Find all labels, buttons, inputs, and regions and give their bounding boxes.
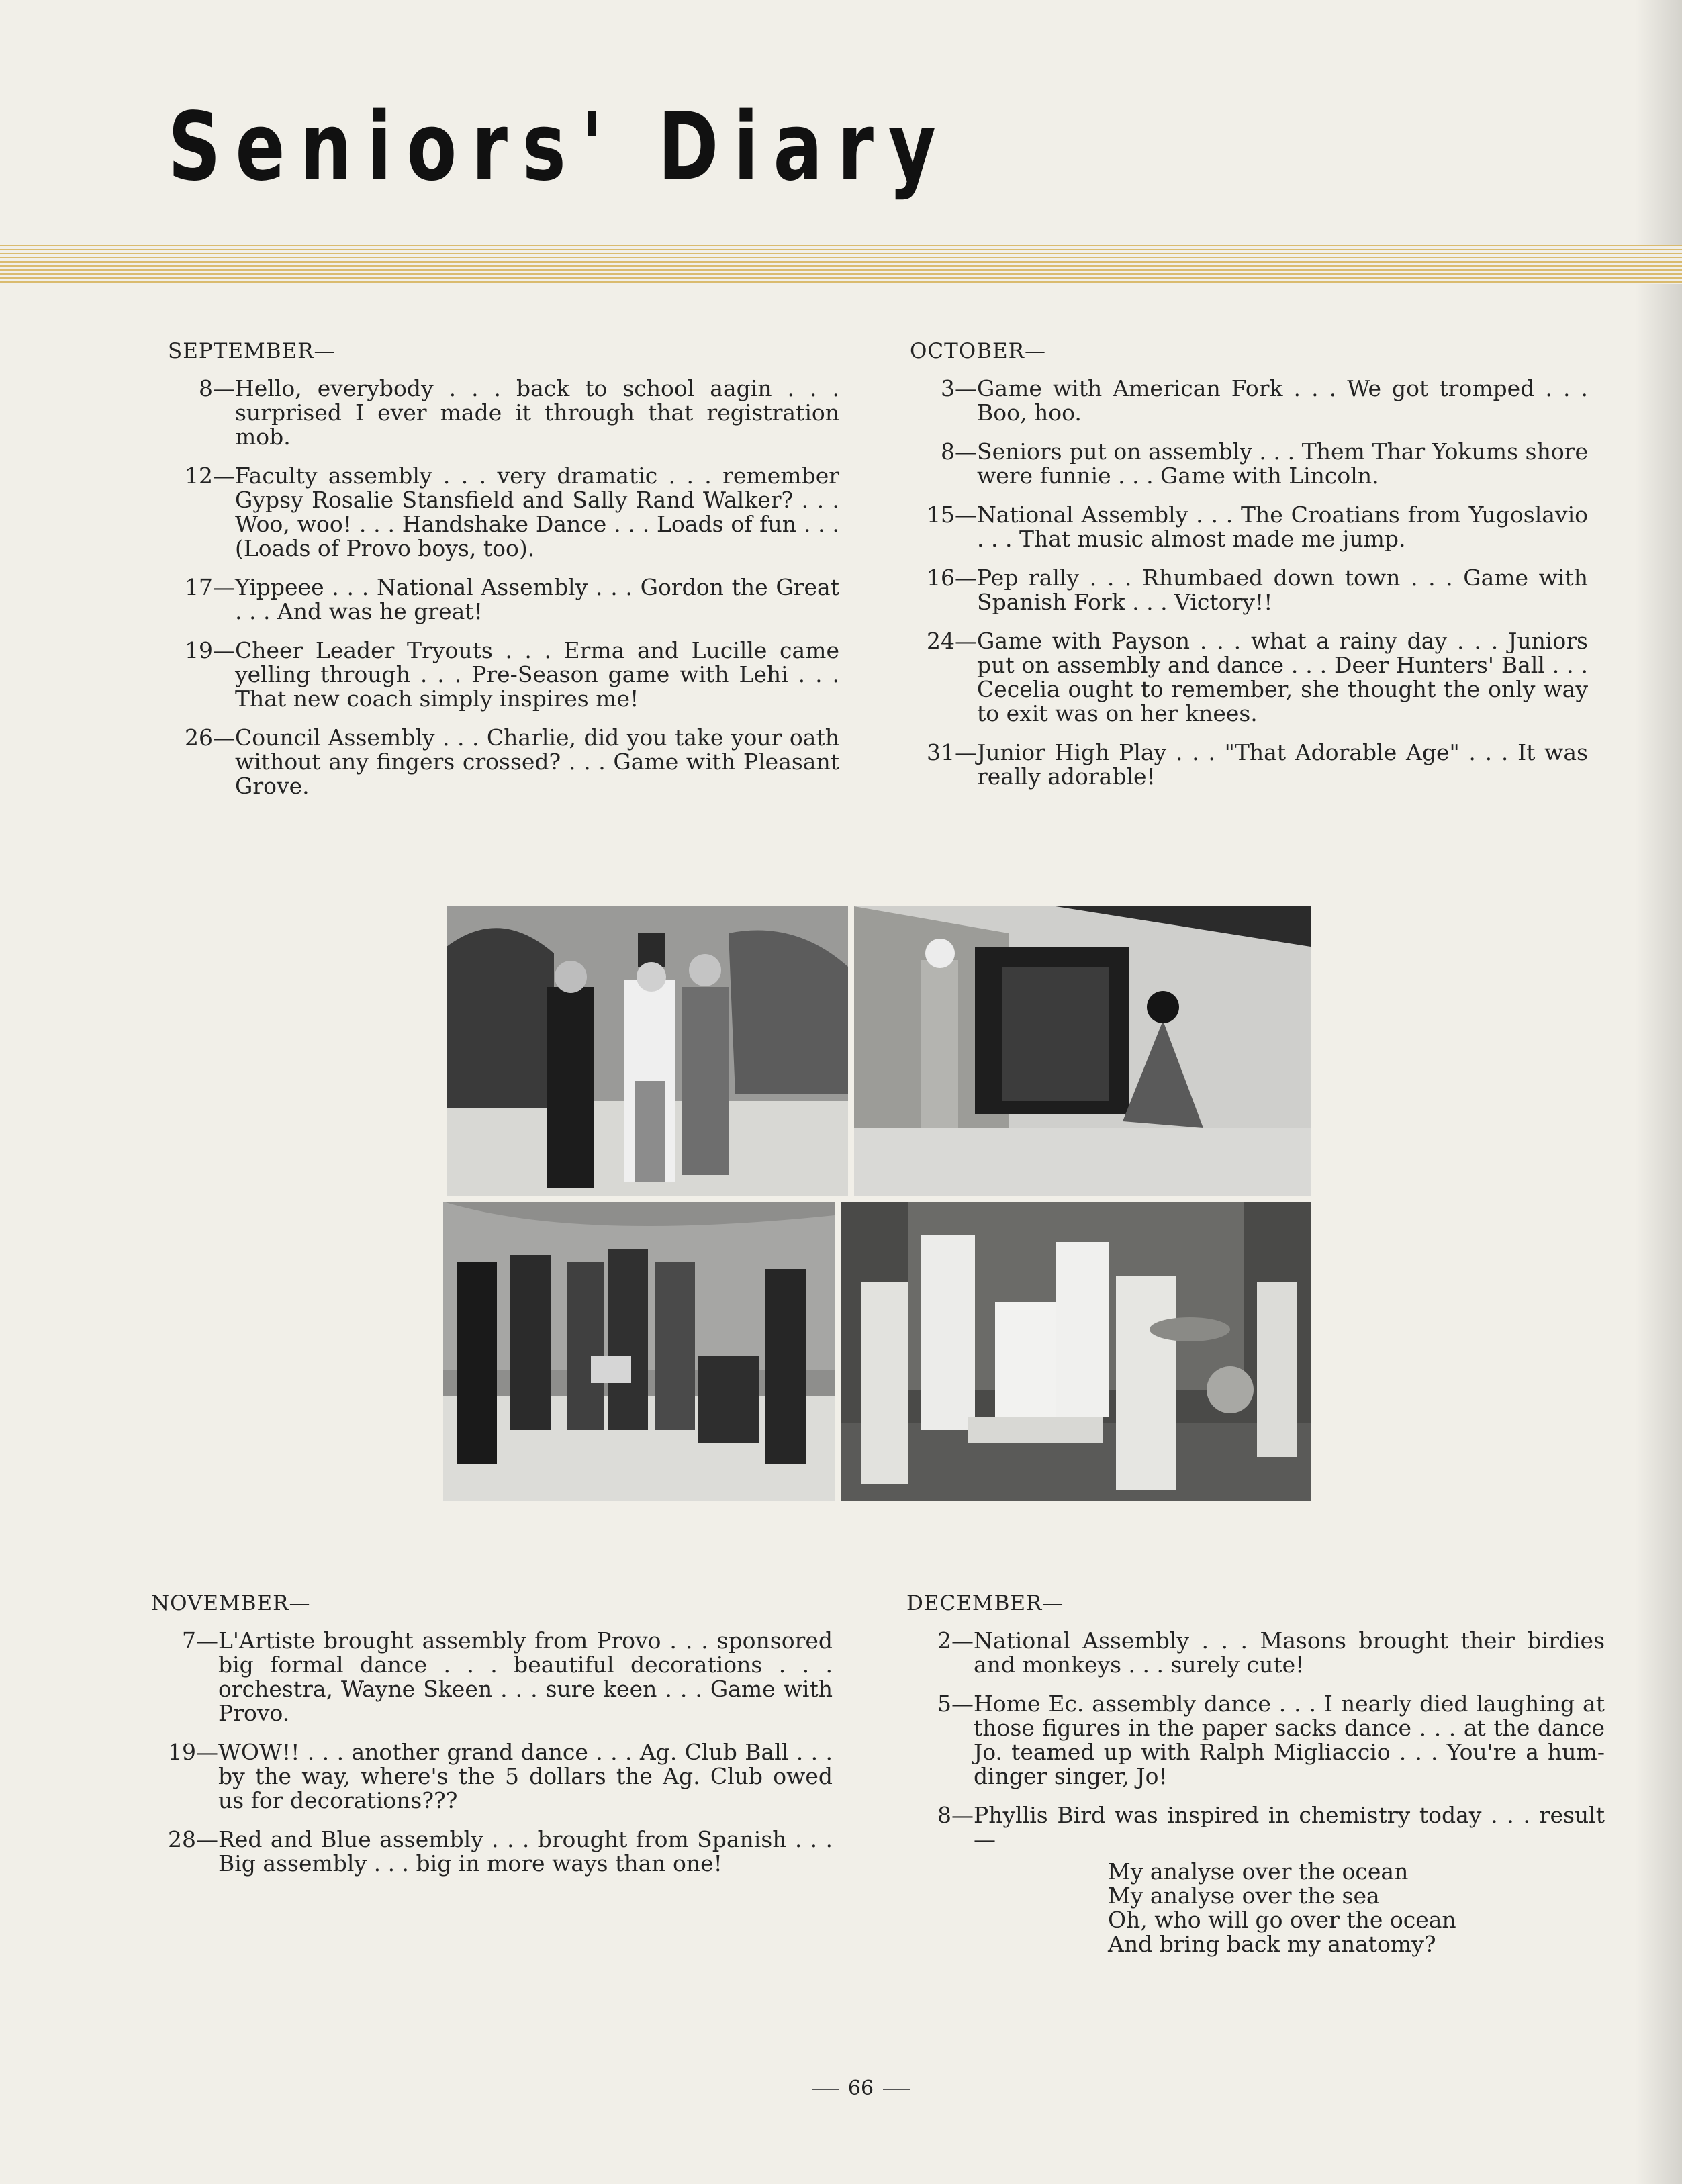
entry-text: Junior High Play . . . "That Adorable Age" . . . It was really adorable! [977, 739, 1588, 790]
diary-entry [906, 1803, 1605, 1852]
december-section [906, 1591, 1605, 1956]
entry-text: Hello, everybody . . . back to school aagin . . . surprised I ever made it through that registration mob. [235, 375, 839, 450]
entry-day: 31— [927, 739, 977, 765]
verse-line: My analyse over the sea [1108, 1883, 1380, 1909]
entry-text: L'Artiste brought assembly from Provo . . . sponsored big formal dance . . . beautiful decorations . . . orchestra, Wayne Skeen . . . sure keen . . . Game with Provo. [218, 1627, 833, 1726]
photo-formal-gowns [841, 1202, 1311, 1501]
diary-entry [910, 440, 1588, 488]
entry-day: 7— [182, 1627, 218, 1654]
entry-day: 12— [185, 463, 235, 489]
photo-costumed-band [443, 1202, 835, 1501]
photo-outdoor-scene [854, 906, 1311, 1196]
diary-entry [906, 1629, 1605, 1677]
diary-entry [168, 575, 839, 624]
month-heading: OCTOBER— [910, 339, 1046, 363]
entry-day: 8— [199, 375, 235, 401]
diary-entry [168, 464, 839, 561]
poem-verse [906, 1860, 1605, 1956]
verse-line: Oh, who will go over the ocean [1108, 1907, 1456, 1933]
dash-right [883, 2089, 910, 2090]
diary-entry [910, 629, 1588, 726]
diary-entry [168, 638, 839, 711]
diary-entry [151, 1740, 833, 1813]
entry-day: 24— [927, 628, 977, 654]
entry-day: 16— [927, 565, 977, 591]
entry-text: Yippeee . . . National Assembly . . . Gordon the Great . . . And was he great! [235, 574, 839, 624]
dash-left [812, 2089, 839, 2090]
month-heading: DECEMBER— [906, 1591, 1064, 1615]
entry-day: 2— [937, 1627, 974, 1654]
entry-text: National Assembly . . . The Croatians from Yugoslavio . . . That music almost made me jump. [977, 502, 1588, 552]
entry-day: 15— [927, 502, 977, 528]
entry-day: 8— [941, 438, 977, 465]
november-section [151, 1591, 833, 1891]
entry-day: 19— [168, 1739, 218, 1765]
entry-text: Faculty assembly . . . very dramatic . . . remember Gypsy Rosalie Stansfield and Sally Rand Walker? . . . Woo, woo! . . . Handshake Dance . . . Loads of fun . . . (Loads of Provo boys, too). [235, 463, 839, 561]
month-heading: NOVEMBER— [151, 1591, 311, 1615]
diary-entry [910, 566, 1588, 614]
entry-day: 19— [185, 637, 235, 663]
entry-text: Council Assembly . . . Charlie, did you take your oath without any fingers crossed? . . . Game with Pleasant Grove. [235, 724, 839, 799]
entry-day: 26— [185, 724, 235, 751]
photo-costumed-trio [447, 906, 848, 1196]
page-title: Seniors' Diary [168, 93, 951, 202]
entry-text: Home Ec. assembly dance . . . I nearly died laughing at those figures in the paper sacks dance . . . at the dance Jo. teamed up with Ralph Migliaccio . . . You're a hum-dinger singer, Jo! [974, 1691, 1605, 1789]
verse-line: And bring back my anatomy? [1108, 1931, 1436, 1957]
entry-text: Phyllis Bird was inspired in chemistry today . . . result— [974, 1802, 1605, 1852]
september-section [168, 339, 839, 813]
verse-line: My analyse over the ocean [1108, 1858, 1409, 1885]
entry-text: Cheer Leader Tryouts . . . Erma and Lucille came yelling through . . . Pre-Season game with Lehi . . . That new coach simply inspires me! [235, 637, 839, 712]
entry-text: Game with Payson . . . what a rainy day . . . Juniors put on assembly and dance . . . Deer Hunters' Ball . . . Cecelia ought to remember, she thought the only way to exit was on her knees. [977, 628, 1588, 726]
diary-entry [151, 1827, 833, 1876]
diary-entry [910, 377, 1588, 425]
entry-day: 5— [937, 1691, 974, 1717]
entry-text: Red and Blue assembly . . . brought from Spanish . . . Big assembly . . . big in more ways than one! [218, 1826, 833, 1877]
entry-day: 28— [168, 1826, 218, 1852]
diary-entry [168, 377, 839, 449]
page-number-text: 66 [847, 2077, 874, 2100]
diary-entry [151, 1629, 833, 1725]
month-heading: SEPTEMBER— [168, 339, 336, 363]
entry-text: Game with American Fork . . . We got tromped . . . Boo, hoo. [977, 375, 1588, 426]
entry-day: 8— [937, 1802, 974, 1828]
entry-text: Seniors put on assembly . . . Them Thar Yokums shore were funnie . . . Game with Lincoln. [977, 438, 1588, 489]
gold-rule-divider [0, 245, 1682, 284]
entry-text: Pep rally . . . Rhumbaed down town . . . Game with Spanish Fork . . . Victory!! [977, 565, 1588, 615]
entry-text: WOW!! . . . another grand dance . . . Ag. Club Ball . . . by the way, where's the 5 dollars the Ag. Club owed us for decorations??? [218, 1739, 833, 1813]
entry-day: 17— [185, 574, 235, 600]
page-edge-shadow [1635, 0, 1682, 2184]
entry-day: 3— [941, 375, 977, 401]
diary-entry [168, 726, 839, 798]
diary-entry [906, 1692, 1605, 1789]
diary-entry [910, 741, 1588, 789]
diary-entry [910, 503, 1588, 551]
october-section [910, 339, 1588, 804]
page-number [794, 2077, 928, 2100]
entry-text: National Assembly . . . Masons brought their birdies and monkeys . . . surely cute! [974, 1627, 1605, 1678]
